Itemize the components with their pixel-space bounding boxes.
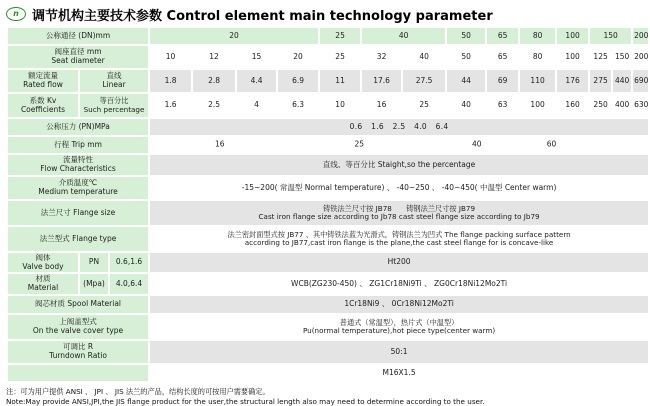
dn-cell: 25 bbox=[320, 28, 362, 46]
flange-size-line2: Cast iron flange size according to Jb78 cast steel flange size according to Jb79 bbox=[258, 212, 540, 221]
row-label-en: Valve body bbox=[22, 261, 64, 271]
pn-range: 0.6,1.6 bbox=[110, 253, 150, 274]
dn-cell: 200 bbox=[633, 28, 650, 46]
kv-value: 10 bbox=[320, 94, 362, 119]
trip-value: 16 bbox=[214, 139, 225, 149]
row-sublabel-zh: 等百分比 bbox=[99, 96, 129, 106]
pn-label: (Mpa) bbox=[80, 274, 110, 296]
seat-value: 65 bbox=[487, 46, 520, 70]
flow-value: 69 bbox=[487, 70, 520, 94]
kv-value: 2.5 bbox=[193, 94, 237, 119]
dn-cell: 65 bbox=[487, 28, 520, 46]
trip-value: 25 bbox=[354, 139, 364, 149]
kv-value: 40 bbox=[447, 94, 487, 119]
kv-value: 16 bbox=[362, 94, 403, 119]
seat-value: 32 bbox=[362, 46, 403, 70]
row-label-en: Flow Characteristics bbox=[40, 164, 116, 173]
row-turndown-ratio bbox=[8, 341, 650, 365]
row-thread bbox=[8, 365, 650, 383]
valve-cover-line2: Pu(normal temperature),hot piece type(center warm) bbox=[302, 326, 496, 335]
kv-value: 250 bbox=[590, 94, 613, 119]
flow-value: 6.9 bbox=[278, 70, 320, 94]
row-label bbox=[8, 155, 150, 177]
dn-cell: 40 bbox=[362, 28, 447, 46]
row-label bbox=[8, 70, 80, 94]
flow-characteristics-value: 直线、等百分比 Staight,so the percentage bbox=[150, 155, 650, 177]
row-label-zh: 材质 bbox=[35, 274, 51, 284]
pn-label: PN bbox=[80, 253, 110, 274]
turndown-ratio-value: 50:1 bbox=[150, 341, 650, 365]
material-value: WCB(ZG230-450) 、 ZG1Cr18Ni9Ti 、 ZG0Cr18Ni12Mo2Ti bbox=[150, 274, 650, 296]
valve-cover-line1: 普通式（常温型），热片式（中温型） bbox=[339, 317, 459, 327]
row-label: 行程 Trip mm bbox=[8, 137, 150, 155]
medium-temperature-value: -15~200( 常温型 Normal temperature) 、 -40~250 、 -40~450( 中温型 Center warm) bbox=[150, 177, 650, 201]
kv-value: 160 bbox=[557, 94, 590, 119]
row-label-zh: 上阀盖型式 bbox=[59, 317, 97, 327]
row-label-zh: 系数 Kv bbox=[29, 95, 57, 105]
seat-value: 100 bbox=[557, 46, 590, 70]
kv-value: 1.6 bbox=[150, 94, 193, 119]
row-label-en: Turndown Ratio bbox=[49, 351, 107, 360]
flange-type-line2: according to JB77,cast iron flange is the plane,the cast steel flange for is concave-like bbox=[244, 238, 554, 247]
flow-value: 27.5 bbox=[403, 70, 447, 94]
row-trip bbox=[8, 137, 650, 155]
row-label bbox=[8, 253, 80, 274]
row-nominal-diameter bbox=[8, 28, 650, 46]
seat-value: 80 bbox=[520, 46, 557, 70]
trip-value: 60 bbox=[546, 139, 557, 149]
valve-cover-type-value bbox=[150, 315, 650, 341]
flow-value: 17.6 bbox=[362, 70, 403, 94]
spec-table bbox=[8, 28, 650, 383]
row-valve-body bbox=[8, 253, 650, 274]
footnote-en: Note:May provide ANSI,JPI,the JIS flange product for the user,the structural length also may need to determine according to the user. bbox=[6, 396, 485, 406]
row-label bbox=[8, 274, 80, 296]
row-label bbox=[8, 177, 150, 201]
row-label: 公称压力 (PN)MPa bbox=[8, 119, 150, 137]
row-sublabel-en: Linear bbox=[102, 80, 126, 89]
dn-cell: 80 bbox=[520, 28, 557, 46]
seat-value: 15 bbox=[237, 46, 278, 70]
row-seat-diameter bbox=[8, 46, 650, 70]
row-label-zh: 阀座直径 mm bbox=[54, 47, 102, 57]
row-flange-type bbox=[8, 227, 650, 253]
row-sublabel bbox=[80, 94, 150, 119]
pn-range: 4.0,6.4 bbox=[110, 274, 150, 296]
row-label-en: Material bbox=[27, 283, 59, 292]
row-label bbox=[8, 46, 150, 70]
row-label bbox=[8, 94, 80, 119]
kv-value: 25 bbox=[403, 94, 447, 119]
flow-value: 110 bbox=[520, 70, 557, 94]
row-medium-temperature bbox=[8, 177, 650, 201]
flange-size-value bbox=[150, 201, 650, 227]
flange-type-value bbox=[150, 227, 650, 253]
row-label-en: Rated flow bbox=[23, 80, 63, 89]
row-kv-coefficients bbox=[8, 94, 650, 119]
row-label-en: On the valve cover type bbox=[32, 326, 124, 335]
row-label: 阀芯材质 Spool Material bbox=[8, 296, 150, 315]
row-label: 法兰尺寸 Flange size bbox=[8, 201, 150, 227]
row-sublabel-zh: 直线 bbox=[106, 71, 122, 81]
row-valve-cover-type bbox=[8, 315, 650, 341]
pn-values: 0.6 1.6 2.5 4.0 6.4 bbox=[150, 119, 650, 137]
row-label-en: Seat diameter bbox=[51, 56, 105, 65]
kv-value: 100 bbox=[520, 94, 557, 119]
seat-value: 200 bbox=[633, 46, 650, 70]
row-label bbox=[8, 315, 150, 341]
flow-value: 1.8 bbox=[150, 70, 193, 94]
brand-logo-icon: n bbox=[6, 7, 26, 21]
seat-value: 25 bbox=[320, 46, 362, 70]
row-label: 公称通径 (DN)mm bbox=[8, 28, 150, 46]
flow-value: 690 bbox=[633, 70, 650, 94]
kv-value: 630 bbox=[633, 94, 650, 119]
flow-value: 4.4 bbox=[237, 70, 278, 94]
flow-value: 176 bbox=[557, 70, 590, 94]
row-label-zh: 流量特性 bbox=[63, 155, 94, 165]
kv-value: 6.3 bbox=[278, 94, 320, 119]
row-label-zh: 额定流量 bbox=[28, 71, 58, 81]
flow-value: 44 bbox=[447, 70, 487, 94]
trip-value: 40 bbox=[471, 139, 482, 149]
flow-value: 275 bbox=[590, 70, 613, 94]
title-bar bbox=[0, 0, 650, 28]
kv-value: 400 bbox=[613, 94, 633, 119]
spool-material-value: 1Cr18Ni9 、 0Cr18Ni12Mo2Ti bbox=[150, 296, 650, 315]
row-sublabel-en: Such percentage bbox=[83, 104, 145, 114]
page-title: 调节机构主要技术参数 Control element main technology parameter bbox=[32, 8, 493, 24]
row-sublabel bbox=[80, 70, 150, 94]
dn-cell: 100 bbox=[557, 28, 590, 46]
row-label-en: Coefficients bbox=[20, 104, 66, 114]
row-label-zh: 阀体 bbox=[35, 252, 51, 262]
seat-value: 10 bbox=[150, 46, 193, 70]
footnote bbox=[6, 387, 650, 406]
flange-size-line1: 铸铁法兰尺寸按 JB78 铸钢法兰尺寸按 JB79 bbox=[323, 203, 476, 213]
row-label bbox=[8, 341, 150, 365]
row-label-en: Medium temperature bbox=[38, 187, 118, 196]
dn-cell: 150 bbox=[590, 28, 633, 46]
row-label-zh: 可调比 R bbox=[62, 342, 94, 352]
row-label-empty bbox=[8, 365, 150, 383]
row-label-zh: 介质温度℃ bbox=[58, 178, 98, 188]
thread-value: M16X1.5 bbox=[150, 365, 650, 383]
trip-values bbox=[150, 137, 650, 155]
flow-value: 2.8 bbox=[193, 70, 237, 94]
dn-cell: 20 bbox=[150, 28, 320, 46]
kv-value: 63 bbox=[487, 94, 520, 119]
kv-value: 4 bbox=[237, 94, 278, 119]
dn-cell: 50 bbox=[447, 28, 487, 46]
flow-value: 440 bbox=[613, 70, 633, 94]
row-nominal-pressure bbox=[8, 119, 650, 137]
flow-value: 11 bbox=[320, 70, 362, 94]
seat-value: 40 bbox=[403, 46, 447, 70]
flange-type-line1: 法兰密封面型式按 JB77 、其中铸铁法蓝为光滑式，铸钢法兰为凹式 The flange packing surface pattern bbox=[227, 229, 571, 239]
footnote-zh: 注：可为用户提供 ANSI 、 JPI 、 JIS 法兰的产品，结构长度的可按用户需要确定。 bbox=[6, 387, 270, 396]
row-spool-material bbox=[8, 296, 650, 315]
seat-value: 20 bbox=[278, 46, 320, 70]
row-rated-flow bbox=[8, 70, 650, 94]
row-flange-size bbox=[8, 201, 650, 227]
seat-value: 125 bbox=[590, 46, 613, 70]
valve-body-material-value: Ht200 bbox=[150, 253, 650, 274]
seat-value: 12 bbox=[193, 46, 237, 70]
seat-value: 150 bbox=[613, 46, 633, 70]
row-material bbox=[8, 274, 650, 296]
seat-value: 50 bbox=[447, 46, 487, 70]
row-flow-characteristics bbox=[8, 155, 650, 177]
row-label: 法兰型式 Flange type bbox=[8, 227, 150, 253]
